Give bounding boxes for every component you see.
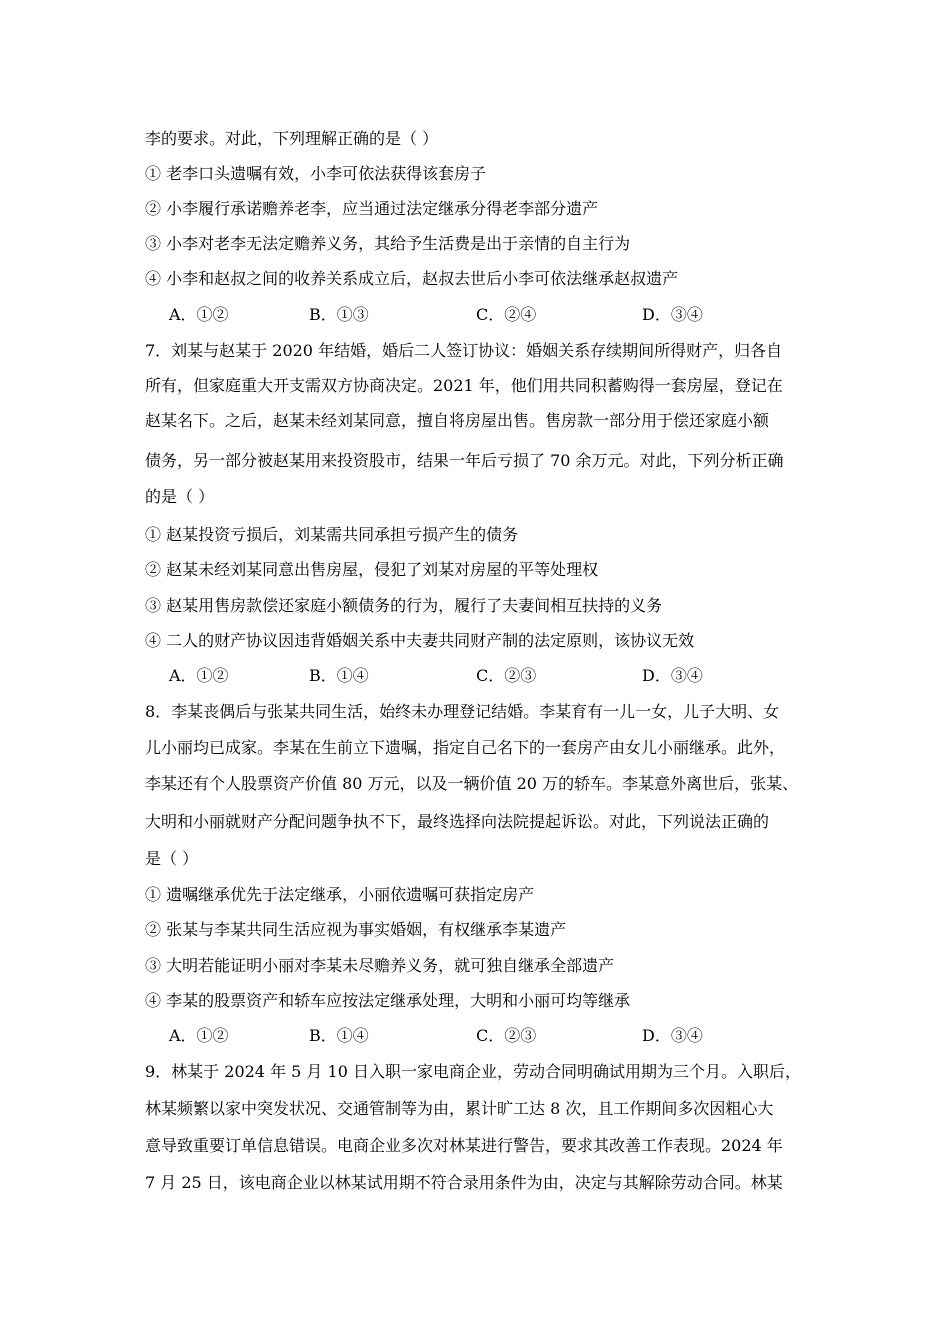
q8-option-c[interactable]: C．②③	[476, 1026, 537, 1045]
q9-stem-line-1: 9．林某于 2024 年 5 月 10 日入职一家电商企业，劳动合同明确试用期为三个月。入职后，	[145, 1062, 801, 1081]
q8-stem-line-1: 8．李某丧偶后与张某共同生活，始终未办理登记结婚。李某育有一儿一女，儿子大明、女	[145, 702, 780, 721]
q6-statement-3: ③ 小李对老李无法定赡养义务，其给予生活费是出于亲情的自主行为	[145, 234, 631, 253]
q7-option-c[interactable]: C．②③	[476, 666, 537, 685]
q8-statement-3: ③ 大明若能证明小丽对李某未尽赡养义务，就可独自继承全部遗产	[145, 956, 615, 975]
q8-stem-line-4: 大明和小丽就财产分配问题争执不下，最终选择向法院提起诉讼。对此，下列说法正确的	[145, 812, 770, 831]
q7-options	[145, 666, 815, 686]
q7-stem-line-2: 所有，但家庭重大开支需双方协商决定。2021 年，他们用共同积蓄购得一套房屋，登记在	[145, 376, 783, 395]
q7-statement-3: ③ 赵某用售房款偿还家庭小额债务的行为，履行了夫妻间相互扶持的义务	[145, 596, 663, 615]
q7-statement-2: ② 赵某未经刘某同意出售房屋，侵犯了刘某对房屋的平等处理权	[145, 560, 599, 579]
q8-stem-line-5: 是（ ）	[145, 849, 199, 868]
q7-stem-line-5: 的是（ ）	[145, 487, 215, 506]
q6-statement-4: ④ 小李和赵叔之间的收养关系成立后，赵叔去世后小李可依法继承赵叔遗产	[145, 269, 679, 288]
q8-options	[145, 1026, 815, 1046]
q6-statement-2: ② 小李履行承诺赡养老李，应当通过法定继承分得老李部分遗产	[145, 199, 599, 218]
q7-option-d[interactable]: D．③④	[642, 666, 703, 685]
q6-option-d[interactable]: D．③④	[642, 305, 703, 324]
q8-option-d[interactable]: D．③④	[642, 1026, 703, 1045]
q7-statement-4: ④ 二人的财产协议因违背婚姻关系中夫妻共同财产制的法定原则，该协议无效	[145, 631, 695, 650]
q6-option-b[interactable]: B．①③	[309, 305, 369, 324]
q8-option-a[interactable]: A．①②	[169, 1026, 229, 1045]
q7-statement-1: ① 赵某投资亏损后，刘某需共同承担亏损产生的债务	[145, 525, 519, 544]
q6-option-c[interactable]: C．②④	[476, 305, 537, 324]
q8-statement-1: ① 遗嘱继承优先于法定继承，小丽依遗嘱可获指定房产	[145, 885, 535, 904]
q7-stem-line-1: 7．刘某与赵某于 2020 年结婚，婚后二人签订协议：婚姻关系存续期间所得财产，归各自	[145, 341, 783, 360]
q8-stem-line-3: 李某还有个人股票资产价值 80 万元，以及一辆价值 20 万的轿车。李某意外离世后，张某、	[145, 774, 799, 793]
q7-stem-line-3: 赵某名下。之后，赵某未经刘某同意，擅自将房屋出售。售房款一部分用于偿还家庭小额	[145, 411, 770, 430]
q8-stem-line-2: 儿小丽均已成家。李某在生前立下遗嘱，指定自己名下的一套房产由女儿小丽继承。此外，	[145, 738, 786, 757]
q9-stem-line-3: 意导致重要订单信息错误。电商企业多次对林某进行警告，要求其改善工作表现。2024 年	[145, 1136, 783, 1155]
q7-option-a[interactable]: A．①②	[169, 666, 229, 685]
q6-options	[145, 305, 815, 325]
q9-stem-line-2: 林某频繁以家中突发状况、交通管制等为由，累计旷工达 8 次，且工作期间多次因粗心大	[145, 1099, 774, 1118]
q6-stem-end: 李的要求。对此，下列理解正确的是（ ）	[145, 129, 439, 148]
q8-statement-4: ④ 李某的股票资产和轿车应按法定继承处理，大明和小丽可均等继承	[145, 991, 631, 1010]
q8-option-b[interactable]: B．①④	[309, 1026, 369, 1045]
q7-option-b[interactable]: B．①④	[309, 666, 369, 685]
q8-statement-2: ② 张某与李某共同生活应视为事实婚姻，有权继承李某遗产	[145, 920, 567, 939]
q9-stem-line-4: 7 月 25 日，该电商企业以林某试用期不符合录用条件为由，决定与其解除劳动合同。林某	[145, 1173, 783, 1192]
q6-option-a[interactable]: A．①②	[169, 305, 229, 324]
q6-statement-1: ① 老李口头遗嘱有效，小李可依法获得该套房子	[145, 164, 487, 183]
q7-stem-line-4: 债务，另一部分被赵某用来投资股市，结果一年后亏损了 70 余万元。对此，下列分析正确	[145, 451, 784, 470]
